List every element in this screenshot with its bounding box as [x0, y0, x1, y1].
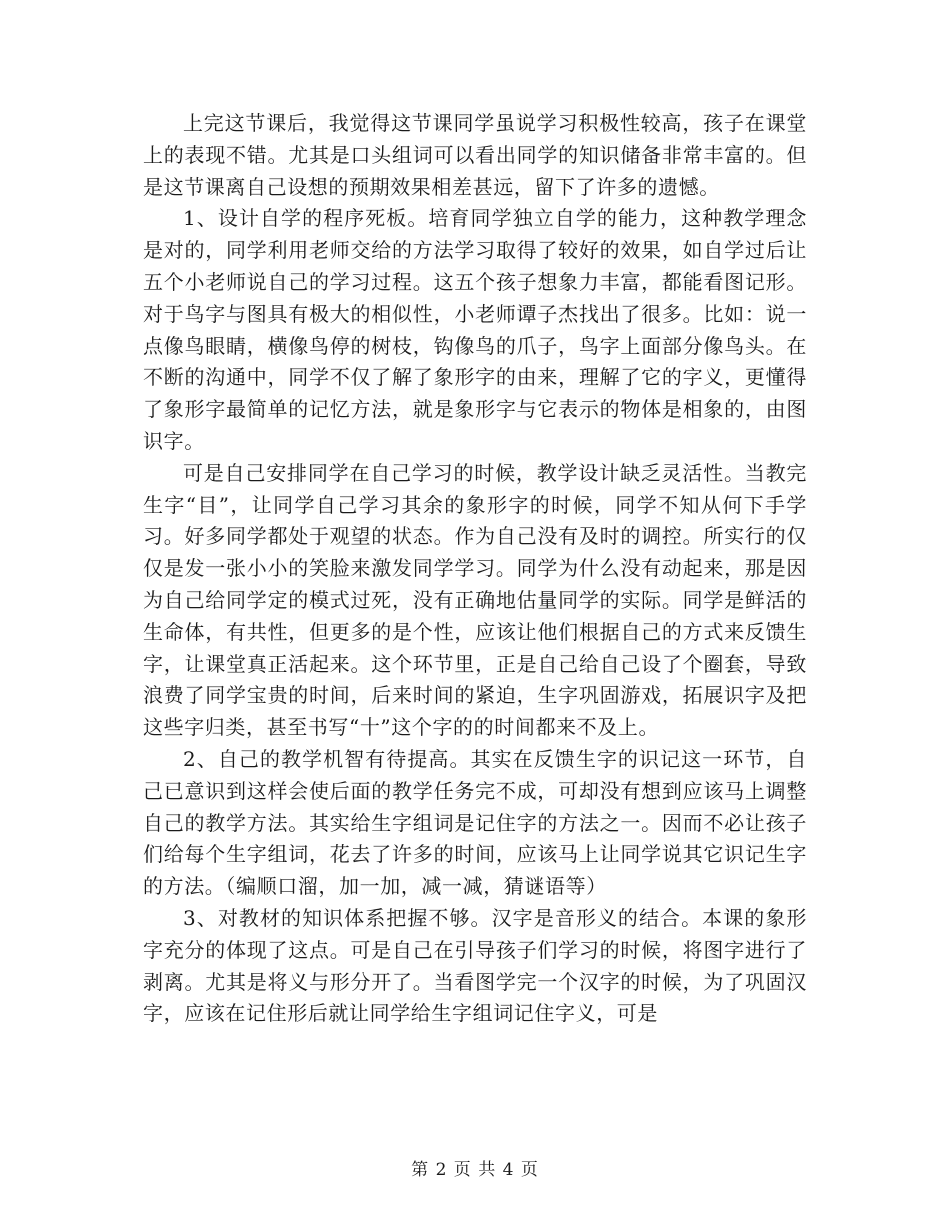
paragraph-point-1: 1、设计自学的程序死板。培育同学独立自学的能力，这种教学理念是对的，同学利用老师交给的方法学习取得了较好的效果，如自学过后让五个小老师说自己的学习过程。这五个孩子想象力丰富，都能看图记形。对于鸟字与图具有极大的相似性，小老师谭子杰找出了很多。比如：说一点像鸟眼睛，横像鸟停的树枝，钩像鸟的爪子，鸟字上面部分像鸟头。在不断的沟通中，同学不仅了解了象形字的由来，理解了它的字义，更懂得了象形字最简单的记忆方法，就是象形字与它表示的物体是相象的，由图识字。	[143, 206, 807, 453]
page-number-footer: 第 2 页 共 4 页	[411, 1160, 539, 1180]
document-body	[143, 108, 807, 1030]
paragraph-point-1-continued: 可是自己安排同学在自己学习的时候，教学设计缺乏灵活性。当教完生字“目”，让同学自己学习其余的象形字的时候，同学不知从何下手学习。好多同学都处于观望的状态。作为自己没有及时的调控。所实行的仅仅是发一张小小的笑脸来激发同学学习。同学为什么没有动起来，那是因为自己给同学定的模式过死，没有正确地估量同学的实际。同学是鲜活的生命体，有共性，但更多的是个性，应该让他们根据自己的方式来反馈生字，让课堂真正活起来。这个环节里，正是自己给自己设了个圈套，导致浪费了同学宝贵的时间，后来时间的紧迫，生字巩固游戏，拓展识字及把这些字归类，甚至书写“十”这个字的的时间都来不及上。	[143, 460, 807, 740]
paragraph-intro: 上完这节课后，我觉得这节课同学虽说学习积极性较高，孩子在课堂上的表现不错。尤其是口头组词可以看出同学的知识储备非常丰富的。但是这节课离自己设想的预期效果相差甚远，留下了许多的遗憾。	[143, 111, 807, 199]
paragraph-point-3: 3、对教材的知识体系把握不够。汉字是音形义的结合。本课的象形字充分的体现了这点。可是自己在引导孩子们学习的时候，将图字进行了剥离。尤其是将义与形分开了。当看图学完一个汉字的时候，为了巩固汉字，应该在记住形后就让同学给生字组词记住字义，可是	[143, 905, 807, 1026]
paragraph-point-2: 2、自己的教学机智有待提高。其实在反馈生字的识记这一环节，自己已意识到这样会使后面的教学任务完不成，可却没有想到应该马上调整自己的教学方法。其实给生字组词是记住字的方法之一。因而不必让孩子们给每个生字组词，花去了许多的时间，应该马上让同学说其它识记生字的方法。（编顺口溜，加一加，减一减，猜谜语等）	[143, 746, 807, 899]
